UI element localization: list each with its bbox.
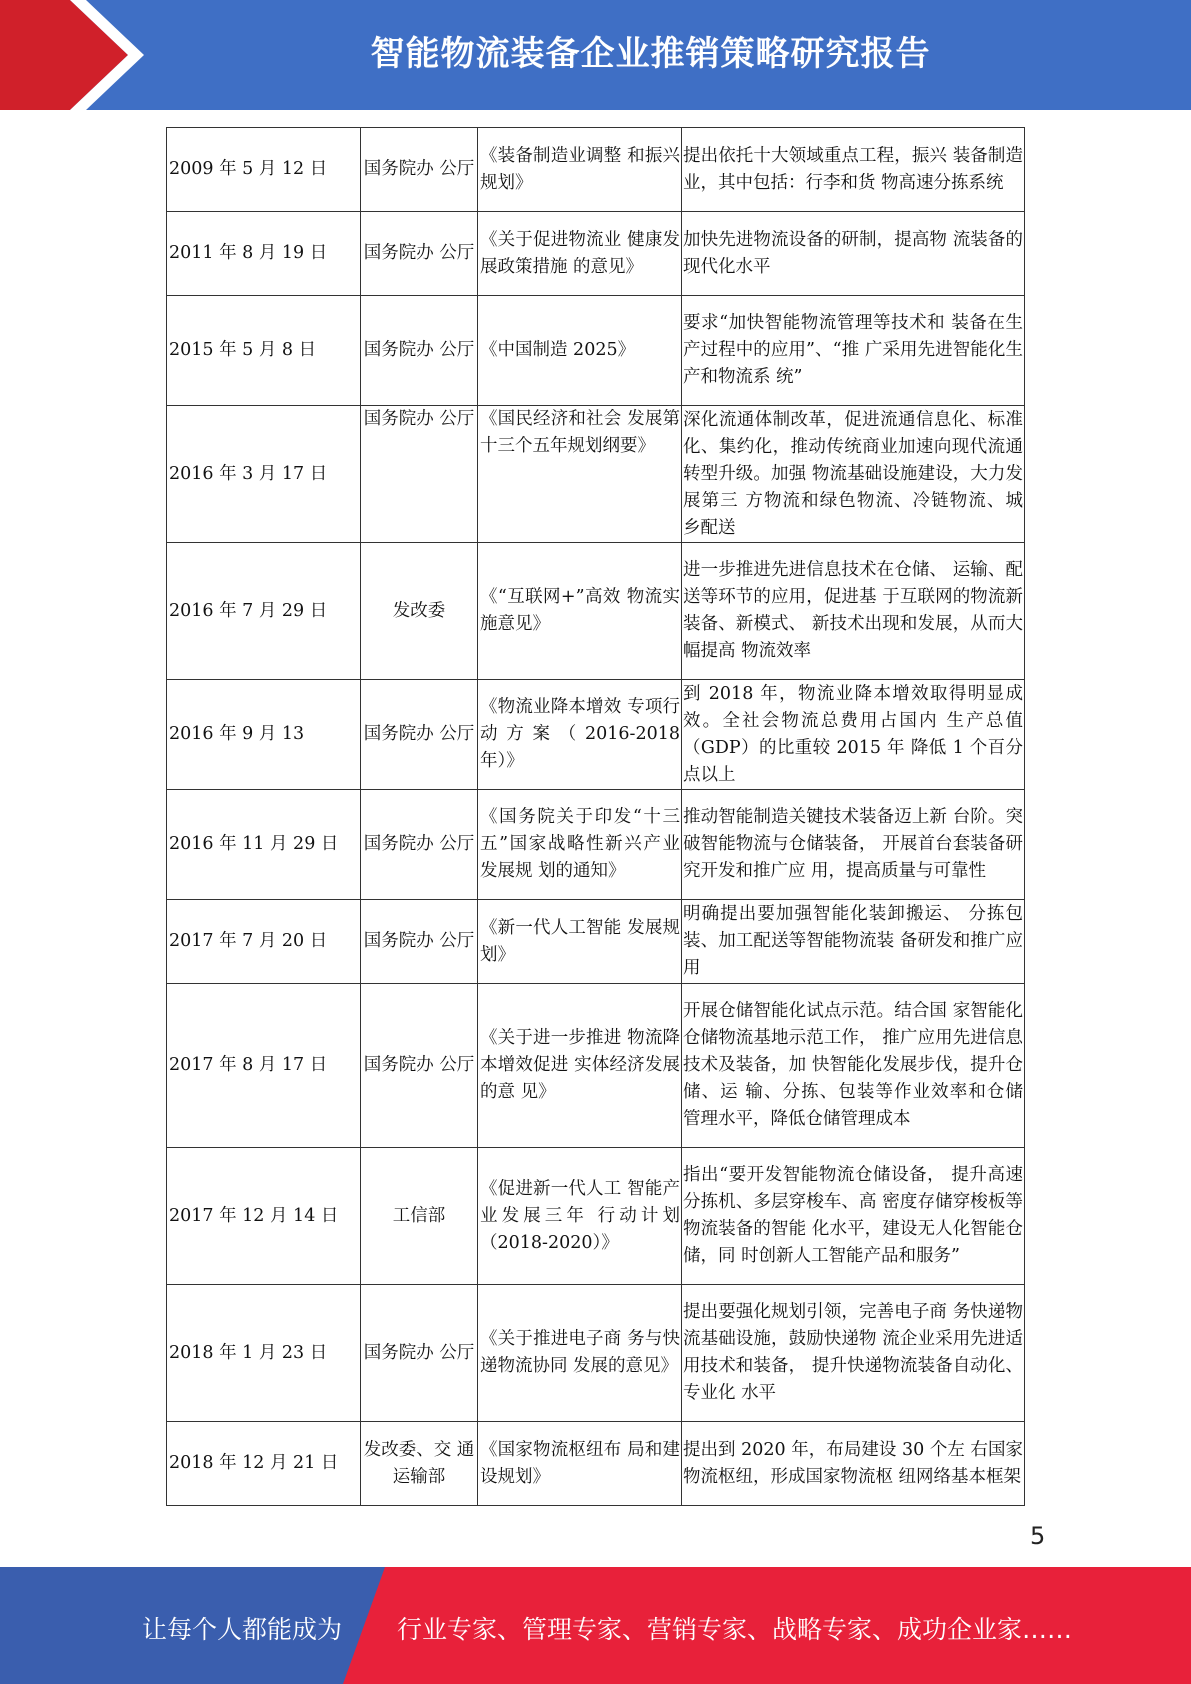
content-cell: 到 2018 年，物流业降本增效取得明显成效。全社会物流总费用占国内 生产总值（GDP）的比重较 2015 年 降低 1 个百分点以上 [682,680,1025,790]
table-row [167,1148,1025,1285]
table-row [167,680,1025,790]
table-row [167,1422,1025,1506]
table-row [167,1285,1025,1422]
date-cell: 2016 年 11 月 29 日 [167,790,361,900]
content-cell: 提出到 2020 年，布局建设 30 个左 右国家物流枢纽，形成国家物流枢 纽网络基本框架 [682,1422,1025,1506]
content-cell: 开展仓储智能化试点示范。结合国 家智能化仓储物流基地示范工作， 推广应用先进信息技术及装备，加 快智能化发展步伐，提升仓储、运 输、分拣、包装等作业效率和仓储 管理水平，降低仓储管理成本 [682,984,1025,1148]
document-cell: 《国民经济和社会 发展第十三个五年规划纲要》 [478,406,682,543]
content-cell: 推动智能制造关键技术装备迈上新 台阶。突破智能物流与仓储装备， 开展首台套装备研究开发和推广应 用，提高质量与可靠性 [682,790,1025,900]
document-cell: 《关于促进物流业 健康发展政策措施 的意见》 [478,212,682,296]
page-header [0,0,1191,110]
page-footer [0,1567,1191,1684]
document-cell: 《国家物流枢纽布 局和建设规划》 [478,1422,682,1506]
department-cell: 国务院办 公厅 [361,680,478,790]
department-cell: 国务院办 公厅 [361,212,478,296]
date-cell: 2017 年 7 月 20 日 [167,900,361,984]
table-row [167,900,1025,984]
document-cell: 《装备制造业调整 和振兴规划》 [478,128,682,212]
date-cell: 2016 年 7 月 29 日 [167,543,361,680]
content-cell: 指出“要开发智能物流仓储设备， 提升高速分拣机、多层穿梭车、高 密度存储穿梭板等物流装备的智能 化水平，建设无人化智能仓储，同 时创新人工智能产品和服务” [682,1148,1025,1285]
department-cell: 发改委、交 通运输部 [361,1422,478,1506]
document-cell: 《关于推进电子商 务与快递物流协同 发展的意见》 [478,1285,682,1422]
document-cell: 《关于进一步推进 物流降本增效促进 实体经济发展的意 见》 [478,984,682,1148]
policy-table-container [166,127,1024,1506]
department-cell: 国务院办 公厅 [361,984,478,1148]
date-cell: 2015 年 5 月 8 日 [167,296,361,406]
policy-table [166,127,1025,1506]
department-cell: 国务院办 公厅 [361,900,478,984]
department-cell: 国务院办 公厅 [361,296,478,406]
table-row [167,984,1025,1148]
date-cell: 2011 年 8 月 19 日 [167,212,361,296]
table-row [167,790,1025,900]
footer-slogan-right: 行业专家、管理专家、营销专家、战略专家、成功企业家…… [397,1615,1073,1644]
date-cell: 2018 年 12 月 21 日 [167,1422,361,1506]
date-cell: 2018 年 1 月 23 日 [167,1285,361,1422]
document-cell: 《新一代人工智能 发展规划》 [478,900,682,984]
content-cell: 加快先进物流设备的研制，提高物 流装备的现代化水平 [682,212,1025,296]
table-row [167,296,1025,406]
page-number: 5 [1030,1522,1046,1550]
date-cell: 2017 年 8 月 17 日 [167,984,361,1148]
table-row [167,128,1025,212]
document-cell: 《中国制造 2025》 [478,296,682,406]
content-cell: 进一步推进先进信息技术在仓储、 运输、配送等环节的应用，促进基 于互联网的物流新装备、新模式、 新技术出现和发展，从而大幅提高 物流效率 [682,543,1025,680]
date-cell: 2016 年 3 月 17 日 [167,406,361,543]
content-cell: 提出依托十大领域重点工程，振兴 装备制造业，其中包括：行李和货 物高速分拣系统 [682,128,1025,212]
department-cell: 国务院办 公厅 [361,790,478,900]
table-row [167,406,1025,543]
date-cell: 2009 年 5 月 12 日 [167,128,361,212]
document-cell: 《促进新一代人工 智能产业发展三年 行动计划（2018-2020）》 [478,1148,682,1285]
date-cell: 2016 年 9 月 13 [167,680,361,790]
department-cell: 国务院办 公厅 [361,406,478,543]
report-title: 智能物流装备企业推销策略研究报告 [370,34,931,74]
department-cell: 发改委 [361,543,478,680]
footer-slogan-left: 让每个人都能成为 [142,1615,343,1644]
department-cell: 国务院办 公厅 [361,1285,478,1422]
table-row [167,212,1025,296]
document-cell: 《物流业降本增效 专项行动方案（2016-2018 年）》 [478,680,682,790]
department-cell: 国务院办 公厅 [361,128,478,212]
content-cell: 要求“加快智能物流管理等技术和 装备在生产过程中的应用”、“推 广采用先进智能化生产和物流系 统” [682,296,1025,406]
date-cell: 2017 年 12 月 14 日 [167,1148,361,1285]
document-cell: 《国务院关于印发“十三五”国家战略性新兴产业发展规 划的通知》 [478,790,682,900]
content-cell: 明确提出要加强智能化装卸搬运、 分拣包装、加工配送等智能物流装 备研发和推广应用 [682,900,1025,984]
content-cell: 提出要强化规划引领，完善电子商 务快递物流基础设施，鼓励快递物 流企业采用先进适用技术和装备， 提升快递物流装备自动化、专业化 水平 [682,1285,1025,1422]
department-cell: 工信部 [361,1148,478,1285]
content-cell: 深化流通体制改革，促进流通信息化、标准化、集约化，推动传统商业加速向现代流通转型升级。加强 物流基础设施建设，大力发展第三 方物流和绿色物流、冷链物流、城 乡配送 [682,406,1025,543]
table-row [167,543,1025,680]
document-cell: 《“互联网+”高效 物流实施意见》 [478,543,682,680]
